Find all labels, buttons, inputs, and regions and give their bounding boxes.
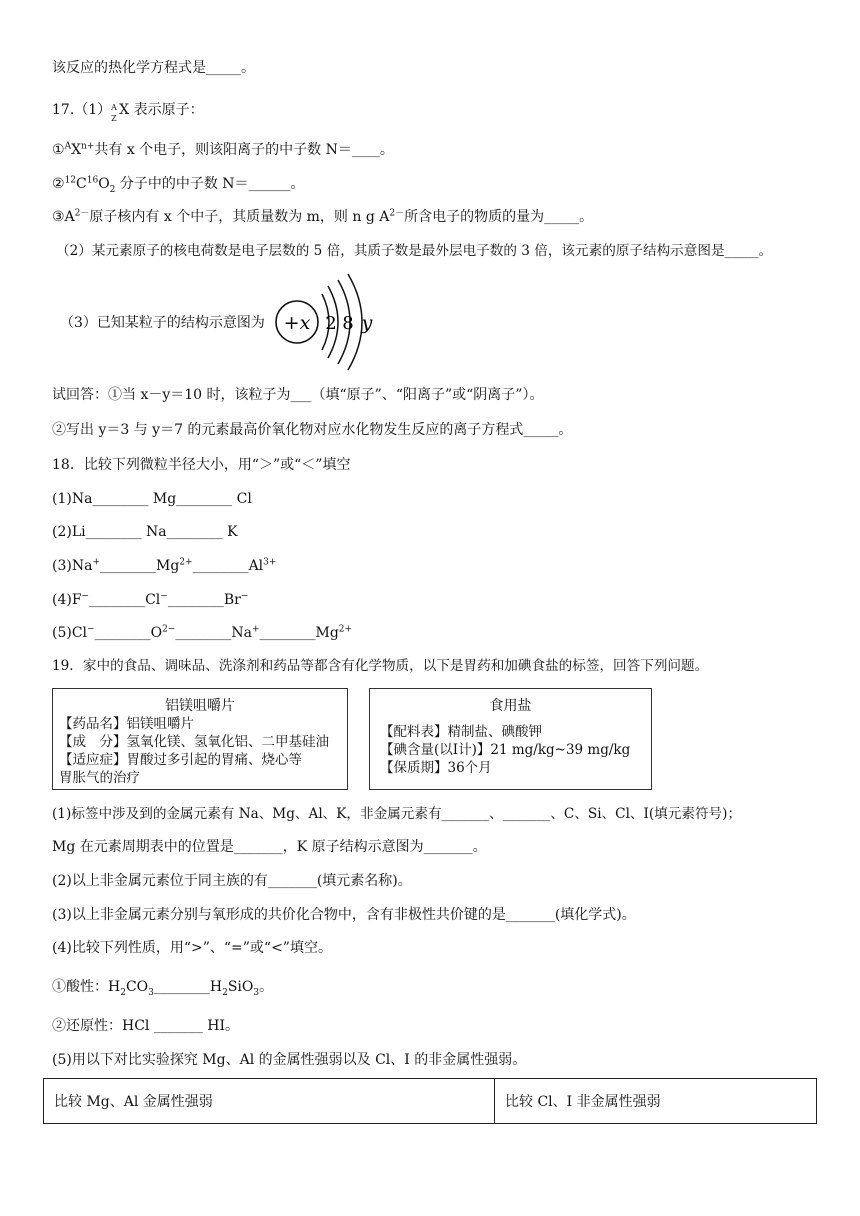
q19-item-4: (4)比较下列性质，用“>”、“=”或“<”填空。 [52,940,332,956]
q19-item-1: (1)标签中涉及到的金属元素有 Na、Mg、Al、K，非金属元素有_______、_______、C、Si、Cl、I(填元素符号)； [52,806,742,822]
q17-answer-1: 试回答：①当 x－y＝10 时，该粒子为___（填“原子”、“阳离子”或“阴离子”）。 [52,387,544,403]
q17-part-2: （2）某元素原子的核电荷数是电子层数的 5 倍，其质子数是最外层电子数的 3 倍，该元素的原子结构示意图是_____。 [56,243,773,259]
nucleus-charge: +x [283,312,311,334]
q18-item-2: (2)Li________ Na________ K [52,524,238,540]
q17-part-3: （3）已知某粒子的结构示意图为 [60,315,265,331]
q17-item-3: $③A^{2-}$原子核内有 x 个中子，其质量数为 m，则 n g $A^{2-}$所含电子的物质的量为_____。 [52,208,594,225]
previous-question-tail: 该反应的热化学方程式是_____。 [52,60,255,76]
table-cell: 比较 Cl、I 非金属性强弱 [495,1079,817,1124]
q19-item-4a: ①酸性：$H_2CO_3\_\_\_\_\_\_\_\_H_2SiO_3$。 [52,979,274,998]
shell-3-electrons: y [361,312,373,334]
q19-item-1b: Mg 在元素周期表中的位置是_______，K 原子结构示意图为_______。 [52,839,487,855]
q17-answer-2: ②写出 y＝3 与 y＝7 的元素最高价氧化物对应水化物发生反应的离子方程式_____。 [52,422,573,438]
q18-item-3: $(3)Na^+\_\_\_\_\_\_\_\_Mg^{2+}\_\_\_\_\_\_\_\_Al^{3+}$ [52,557,277,574]
q17-item-1: $①^AX^{n+}$共有 x 个电子，则该阳离子的中子数 N＝____。 [52,141,394,158]
particle-structure-diagram [270,272,390,372]
salt-label-line: 【碘含量(以I计)】21 mg/kg~39 mg/kg [380,742,631,758]
shell-1-electrons: 2 [325,313,337,334]
drug-label-line: 胃胀气的治疗 [59,770,140,786]
comparison-table [43,1078,817,1124]
q17-item-2: $②^{12}C^{16}O_2$ 分子中的中子数 N＝______。 [52,175,305,195]
drug-label-title: 铝镁咀嚼片 [165,698,235,714]
q19-item-4b: ②还原性：HCl _______ HI。 [52,1018,240,1034]
q18-item-1: (1)Na________ Mg________ Cl [52,491,252,507]
q19-item-2: (2)以上非金属元素位于同主族的有_______(填元素名称)。 [52,873,412,889]
salt-label-title: 食用盐 [489,698,532,714]
table-cell: 比较 Mg、Al 金属性强弱 [44,1079,495,1124]
drug-label-line: 【适应症】胃酸过多引起的胃痛、烧心等 [59,752,302,768]
q18-item-5: $(5)Cl^-\_\_\_\_\_\_\_\_O^{2-}\_\_\_\_\_\_\_\_Na^+\_\_\_\_\_\_\_\_Mg^{2+}$ [52,624,353,641]
table-row [44,1079,817,1124]
q19-item-5: (5)用以下对比实验探究 Mg、Al 的金属性强弱以及 Cl、I 的非金属性强弱。 [52,1052,527,1068]
salt-label [369,688,652,790]
q17-heading: 17.（1） A Z X 表示原子： [52,102,204,123]
q18-heading: 18．比较下列微粒半径大小，用“＞”或“＜”填空 [52,457,351,473]
drug-label-line: 【成 分】氢氧化镁、氢氧化铝、二甲基硅油 [59,734,329,750]
q19-item-3: (3)以上非金属元素分别与氧形成的共价化合物中，含有非极性共价键的是_______(填化学式)。 [52,907,636,923]
salt-label-line: 【保质期】36个月 [380,760,492,776]
salt-label-line: 【配料表】精制盐、碘酸钾 [380,724,542,740]
drug-label [52,688,348,790]
shell-2-electrons: 8 [342,313,354,334]
q19-heading: 19．家中的食品、调味品、洗涤剂和药品等都含有化学物质，以下是胃药和加碘食盐的标签，回答下列问题。 [52,658,709,674]
drug-label-line: 【药品名】铝镁咀嚼片 [59,716,194,732]
q18-item-4: (4)F−________Cl−________Br− [52,591,249,608]
